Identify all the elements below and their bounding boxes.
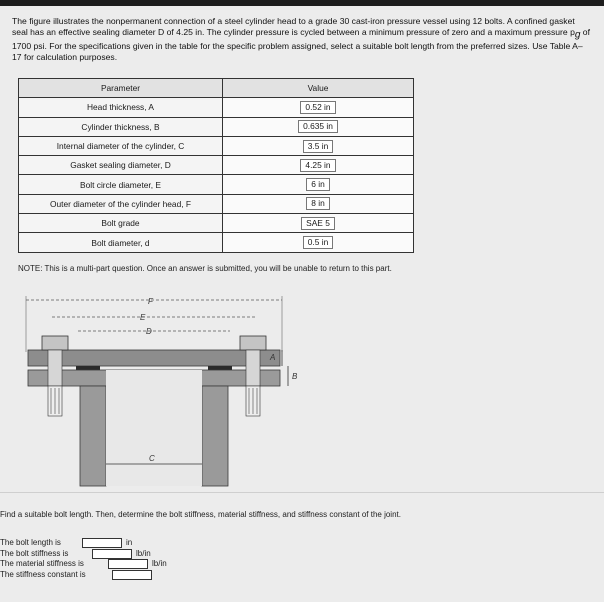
bolt-stiffness-row xyxy=(0,548,151,560)
problem-text-2: of 1700 psi. For the specifications given in the table for the specific problem assigned, select a suitable bolt length from the preferred sizes. Use Table A–17 for calculation purposes. xyxy=(12,26,590,62)
value-text: SAE 5 xyxy=(301,217,335,230)
header-parameter: Parameter xyxy=(19,79,223,98)
problem-subscript: g xyxy=(574,29,581,41)
answer-block xyxy=(0,538,167,580)
value-text: 0.635 in xyxy=(298,120,338,133)
value-text: 3.5 in xyxy=(303,140,334,153)
label-a: A xyxy=(270,353,276,362)
cylinder-wall-right xyxy=(202,386,228,486)
bolt-length-input[interactable] xyxy=(82,538,122,548)
table-row xyxy=(19,98,414,117)
question-text: Find a suitable bolt length. Then, determine the bolt stiffness, material stiffness, and stiffness constant of the joint. xyxy=(0,510,401,519)
multi-part-note: NOTE: This is a multi-part question. Once an answer is submitted, you will be unable to return to this part. xyxy=(18,264,392,273)
stiffness-constant-label: The stiffness constant is xyxy=(0,569,86,579)
table-row xyxy=(19,194,414,213)
param-cell: Bolt grade xyxy=(19,214,223,233)
label-c: C xyxy=(149,454,155,463)
bolt-length-label: The bolt length is xyxy=(0,538,61,547)
table-row xyxy=(19,156,414,175)
cylinder-head xyxy=(28,350,280,366)
section-divider xyxy=(0,492,604,493)
material-stiffness-unit: lb/in xyxy=(152,559,167,568)
param-cell: Internal diameter of the cylinder, C xyxy=(19,136,223,155)
stiffness-constant-row xyxy=(0,570,86,581)
material-stiffness-label: The material stiffness is xyxy=(0,559,84,568)
table-row xyxy=(19,214,414,233)
bolt-stiffness-label: The bolt stiffness is xyxy=(0,548,69,558)
bolt-head-left xyxy=(42,336,68,350)
value-text: 4.25 in xyxy=(300,159,335,172)
material-stiffness-input[interactable] xyxy=(108,559,148,569)
label-e: E xyxy=(140,313,146,322)
problem-statement xyxy=(12,16,592,62)
param-cell: Bolt diameter, d xyxy=(19,233,223,252)
table-row xyxy=(19,175,414,194)
table-row xyxy=(19,117,414,136)
param-cell: Head thickness, A xyxy=(19,98,223,117)
bolt-length-row xyxy=(0,538,133,549)
label-b: B xyxy=(292,372,298,381)
bolt-head-right xyxy=(240,336,266,350)
gasket-right xyxy=(208,366,232,370)
stiffness-constant-input[interactable] xyxy=(112,570,152,580)
label-d: D xyxy=(146,327,152,336)
value-cell xyxy=(223,136,414,155)
cylinder-wall-left xyxy=(80,386,106,486)
value-text: 0.5 in xyxy=(303,236,334,249)
bolt-length-unit: in xyxy=(126,538,133,547)
param-cell: Gasket sealing diameter, D xyxy=(19,156,223,175)
bolt-shank-left xyxy=(48,350,62,386)
value-text: 6 in xyxy=(306,178,330,191)
table-row xyxy=(19,136,414,155)
value-text: 8 in xyxy=(306,197,330,210)
value-cell xyxy=(223,117,414,136)
label-f: F xyxy=(148,297,153,306)
bolt-stiffness-unit: lb/in xyxy=(136,548,151,558)
param-cell: Bolt circle diameter, E xyxy=(19,175,223,194)
table-row xyxy=(19,233,414,252)
value-text: 0.52 in xyxy=(300,101,335,114)
value-cell xyxy=(223,194,414,213)
cylinder-bore xyxy=(106,370,202,486)
bolt-shank-right xyxy=(246,350,260,386)
gasket-left xyxy=(76,366,100,370)
value-cell xyxy=(223,175,414,194)
header-strip xyxy=(0,0,604,6)
value-cell xyxy=(223,98,414,117)
material-stiffness-row xyxy=(0,559,167,570)
bolted-joint-diagram xyxy=(20,282,320,492)
parameter-table xyxy=(18,78,414,253)
bolt-stiffness-input[interactable] xyxy=(92,549,132,559)
value-cell xyxy=(223,214,414,233)
value-cell xyxy=(223,156,414,175)
param-cell: Outer diameter of the cylinder head, F xyxy=(19,194,223,213)
problem-text-1: The figure illustrates the nonpermanent connection of a steel cylinder head to a grade 30 cast-iron pressure vessel using 12 bolts. A confined gasket seal has an effective sealing diameter D of 4.25 in. The cylinder pressure is cycled between a minimum pressure of zero and a maximum pressure p xyxy=(12,16,575,37)
param-cell: Cylinder thickness, B xyxy=(19,117,223,136)
table-header-row xyxy=(19,79,414,98)
value-cell xyxy=(223,233,414,252)
header-value: Value xyxy=(223,79,414,98)
